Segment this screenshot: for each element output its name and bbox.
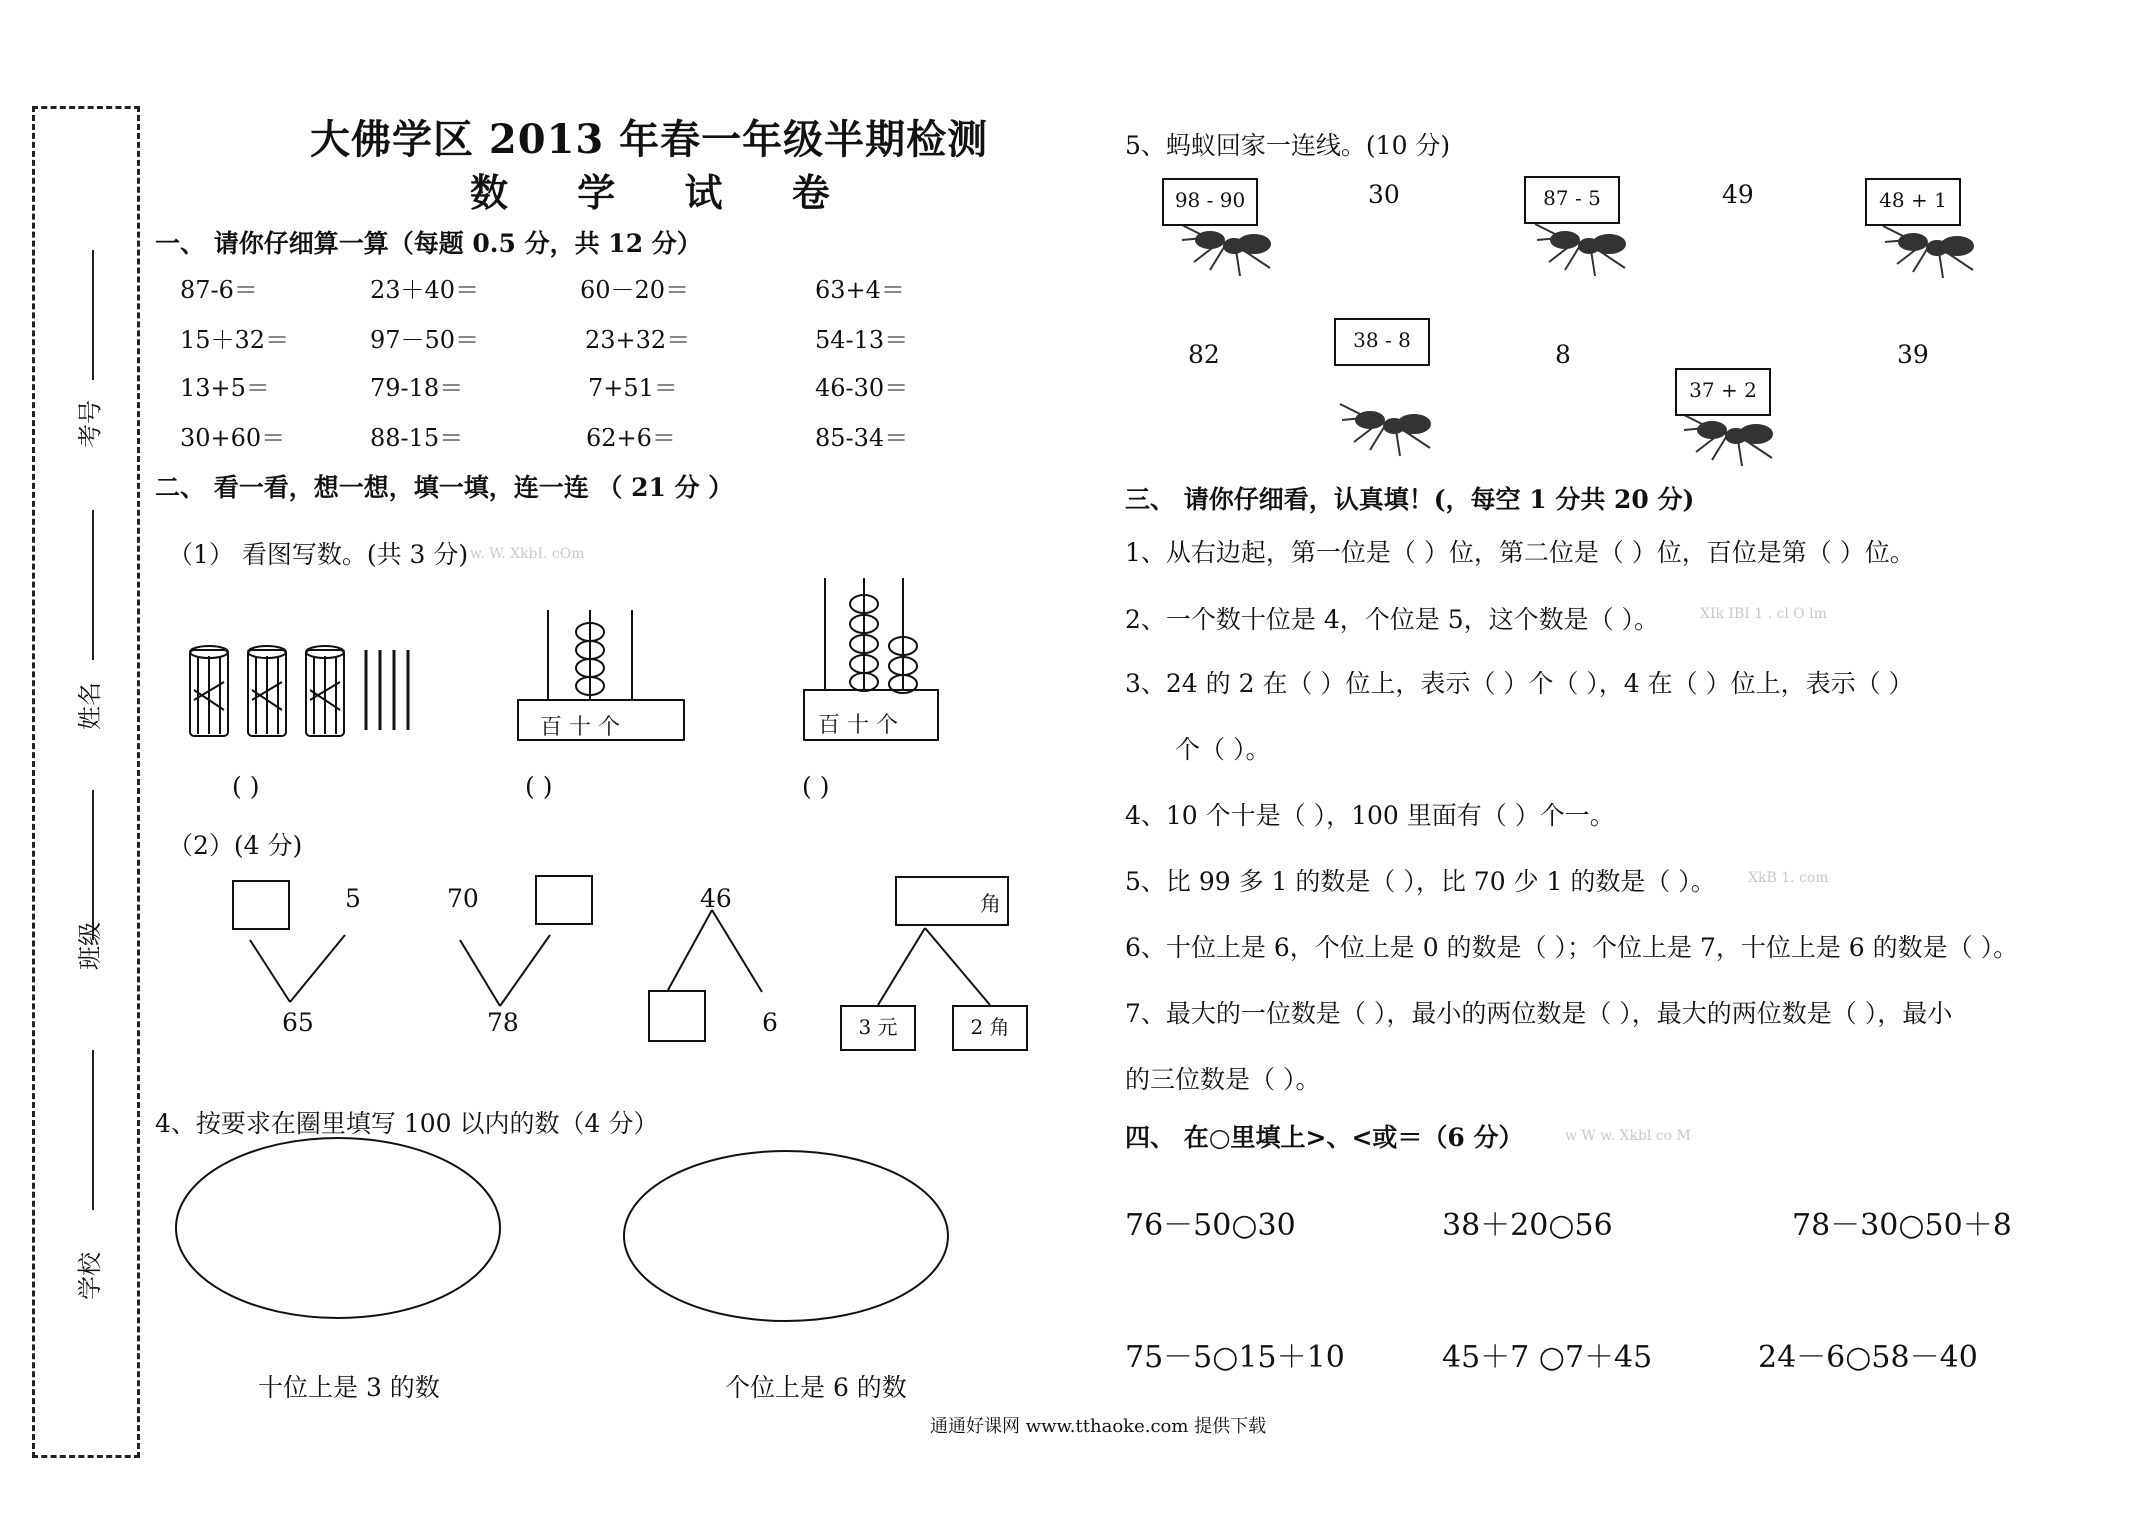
expression-box: 87 - 5 bbox=[1524, 176, 1620, 224]
calc-item: 85-34＝ bbox=[815, 424, 909, 452]
stick-bundle-icon bbox=[190, 646, 344, 736]
watermark: w. W. XkbI. cOm bbox=[470, 546, 585, 562]
calc-item: 13+5＝ bbox=[180, 374, 270, 402]
abacus-place-labels: 百 十 个 bbox=[818, 713, 898, 738]
home-number: 8 bbox=[1555, 340, 1571, 369]
page-subtitle: 数 学 试 卷 bbox=[470, 170, 858, 215]
tree-number: 65 bbox=[282, 1008, 314, 1037]
home-number: 49 bbox=[1722, 180, 1754, 209]
expression-box: 38 - 8 bbox=[1334, 318, 1430, 366]
answer-ellipse bbox=[624, 1151, 948, 1321]
calc-item: 63+4＝ bbox=[815, 276, 905, 304]
calc-item: 88-15＝ bbox=[370, 424, 464, 452]
section-1-heading: 一、 请你仔细算一算（每题 0.5 分，共 12 分） bbox=[155, 229, 702, 258]
question-line: 的三位数是（ ）。 bbox=[1125, 1065, 1321, 1094]
page-title: 大佛学区 2013 年春一年级半期检测 bbox=[310, 116, 989, 163]
calc-item: 7+51＝ bbox=[588, 374, 678, 402]
unit-label: 角 bbox=[980, 892, 1001, 916]
money-box: 2 角 bbox=[952, 1005, 1028, 1051]
seal-label-name: 姓名 bbox=[76, 682, 104, 730]
question-line: 2、一个数十位是 4，个位是 5，这个数是（ ）。 bbox=[1125, 605, 1660, 634]
calc-item: 23＋40＝ bbox=[370, 276, 480, 304]
expression-box: 48 + 1 bbox=[1865, 178, 1961, 226]
seal-line bbox=[92, 510, 94, 660]
answer-blank[interactable]: ( ) bbox=[802, 772, 830, 801]
home-number: 39 bbox=[1897, 340, 1929, 369]
calc-item: 79-18＝ bbox=[370, 374, 464, 402]
expression-box: 37 + 2 bbox=[1675, 368, 1771, 416]
home-number: 30 bbox=[1368, 180, 1400, 209]
expression-box: 98 - 90 bbox=[1162, 178, 1258, 226]
calc-item: 23+32＝ bbox=[585, 326, 691, 354]
abacus-place-labels: 百 十 个 bbox=[540, 715, 620, 740]
section-2-heading: 二、 看一看，想一想，填一填，连一连 （ 21 分 ） bbox=[155, 473, 734, 502]
section-3-heading: 三、 请你仔细看，认真填！(，每空 1 分共 20 分) bbox=[1125, 485, 1695, 514]
seal-label-exam-number: 考号 bbox=[76, 400, 104, 448]
answer-blank[interactable]: ( ) bbox=[232, 772, 260, 801]
seal-label-class: 班级 bbox=[76, 922, 104, 970]
ant-icon bbox=[1180, 224, 1973, 466]
part-2-label: （2）(4 分) bbox=[168, 831, 303, 860]
ants-heading: 5、蚂蚁回家一连线。(10 分) bbox=[1125, 131, 1451, 160]
calc-item: 15＋32＝ bbox=[180, 326, 290, 354]
answer-box[interactable] bbox=[232, 880, 290, 930]
tree-number: 5 bbox=[345, 884, 361, 913]
compare-item: 24－6○58－40 bbox=[1758, 1340, 1978, 1375]
seal-line bbox=[92, 250, 94, 380]
watermark: XkB 1. com bbox=[1748, 870, 1829, 886]
tree-number: 46 bbox=[700, 884, 732, 913]
watermark: XIk IBI 1 . cl O lm bbox=[1700, 606, 1827, 622]
calc-item: 54-13＝ bbox=[815, 326, 909, 354]
question-line: 个（ ）。 bbox=[1175, 735, 1271, 764]
seal-line bbox=[92, 1050, 94, 1210]
seal-line bbox=[92, 790, 94, 940]
seal-label-school: 学校 bbox=[76, 1252, 104, 1300]
section-4-heading: 四、 在○里填上>、<或＝（6 分） bbox=[1125, 1123, 1524, 1152]
question-line: 4、10 个十是（ ），100 里面有（ ）个一。 bbox=[1125, 801, 1615, 830]
calc-item: 30+60＝ bbox=[180, 424, 286, 452]
number-tree-lines bbox=[250, 910, 990, 1006]
part-4-label: 4、按要求在圈里填写 100 以内的数（4 分） bbox=[155, 1109, 659, 1138]
part-1-label: （1） 看图写数。(共 3 分) bbox=[168, 540, 469, 569]
ellipse-caption: 个位上是 6 的数 bbox=[725, 1373, 907, 1402]
ellipse-caption: 十位上是 3 的数 bbox=[258, 1373, 440, 1402]
calc-item: 46-30＝ bbox=[815, 374, 909, 402]
answer-ellipse bbox=[176, 1138, 500, 1318]
question-line: 6、十位上是 6，个位上是 0 的数是（ ）；个位上是 7，十位上是 6 的数是（ ）。 bbox=[1125, 933, 2019, 962]
footer-credit: 通通好课网 www.tthaoke.com 提供下载 bbox=[930, 1416, 1267, 1437]
compare-item: 45＋7 ○7＋45 bbox=[1442, 1340, 1653, 1375]
calc-item: 62+6＝ bbox=[586, 424, 676, 452]
calc-item: 97－50＝ bbox=[370, 326, 480, 354]
calc-item: 60－20＝ bbox=[580, 276, 690, 304]
watermark: w W w. Xkbl co M bbox=[1565, 1128, 1691, 1144]
money-box: 3 元 bbox=[840, 1005, 916, 1051]
single-sticks-icon bbox=[366, 650, 408, 730]
compare-item: 76－50○30 bbox=[1125, 1208, 1296, 1243]
compare-item: 78－30○50＋8 bbox=[1792, 1208, 2012, 1243]
tree-number: 6 bbox=[762, 1008, 778, 1037]
answer-blank[interactable]: ( ) bbox=[525, 772, 553, 801]
answer-box[interactable] bbox=[648, 990, 706, 1042]
answer-box[interactable] bbox=[535, 875, 593, 925]
home-number: 82 bbox=[1188, 340, 1220, 369]
calc-item: 87-6＝ bbox=[180, 276, 258, 304]
question-line: 7、最大的一位数是（ ），最小的两位数是（ ），最大的两位数是（ ），最小 bbox=[1125, 999, 1953, 1028]
question-line: 1、从右边起，第一位是（ ）位，第二位是（ ）位，百位是第（ ）位。 bbox=[1125, 538, 1915, 567]
compare-item: 38＋20○56 bbox=[1442, 1208, 1613, 1243]
question-line: 3、24 的 2 在（ ）位上，表示（ ）个（ ），4 在（ ）位上，表示（ ） bbox=[1125, 669, 1914, 698]
tree-number: 70 bbox=[447, 884, 479, 913]
tree-number: 78 bbox=[487, 1008, 519, 1037]
compare-item: 75－5○15＋10 bbox=[1125, 1340, 1345, 1375]
question-line: 5、比 99 多 1 的数是（ ），比 70 少 1 的数是（ ）。 bbox=[1125, 867, 1716, 896]
